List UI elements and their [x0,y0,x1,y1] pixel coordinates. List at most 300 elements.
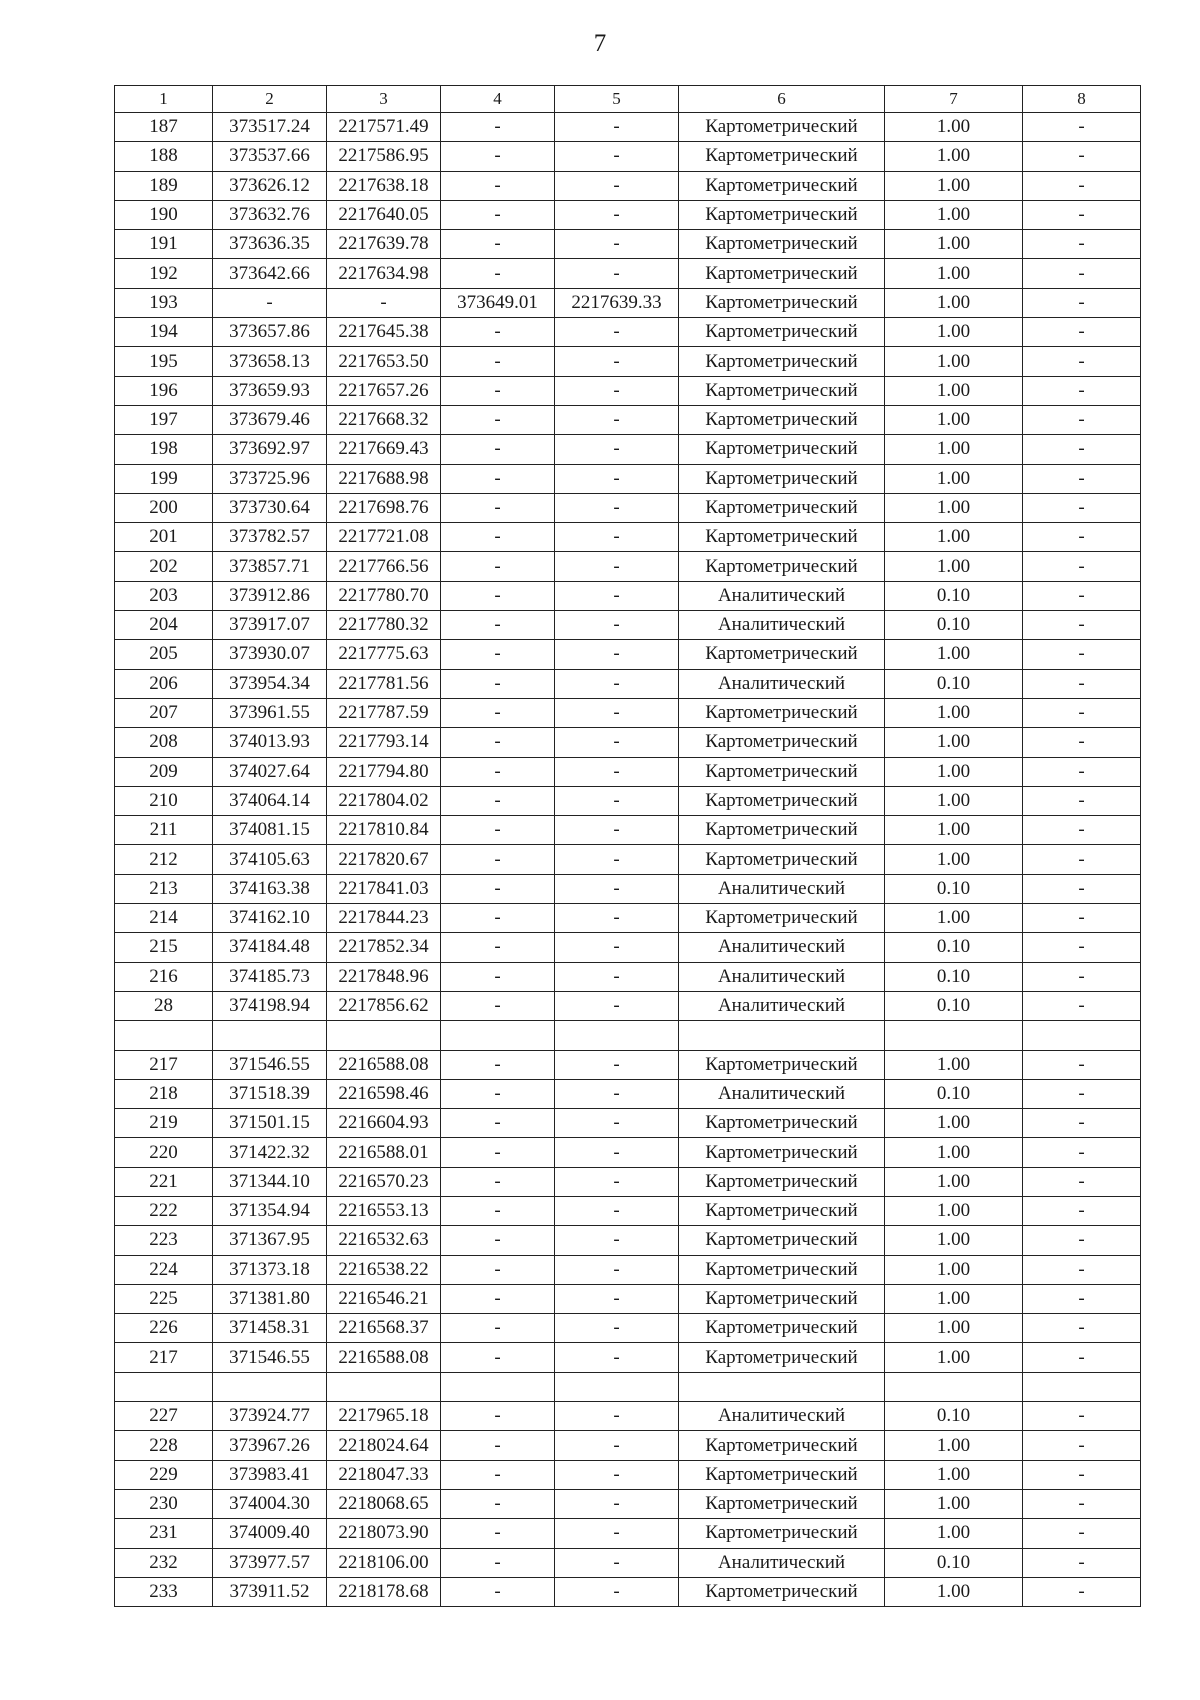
table-cell: - [441,318,555,347]
table-row [115,523,1141,552]
table-cell: 212 [115,845,213,874]
table-cell: - [555,845,679,874]
table-cell: 2216546.21 [327,1284,441,1313]
table-cell: 1.00 [885,757,1023,786]
table-cell: - [1023,845,1141,874]
table-cell [885,1021,1023,1050]
table-cell: - [555,904,679,933]
table-cell: - [1023,523,1141,552]
table-cell: - [555,347,679,376]
table-cell: 2217586.95 [327,142,441,171]
table-cell: 2216598.46 [327,1079,441,1108]
table-cell: - [555,171,679,200]
table-cell: - [441,1548,555,1577]
table-cell: Картометрический [679,1138,885,1167]
table-cell: 2217698.76 [327,493,441,522]
table-row [115,845,1141,874]
table-cell: - [1023,669,1141,698]
table-cell: - [1023,230,1141,259]
table-cell: - [555,581,679,610]
table-cell: 1.00 [885,435,1023,464]
table-cell: 201 [115,523,213,552]
table-cell: 2218024.64 [327,1431,441,1460]
table-cell: 2217787.59 [327,698,441,727]
table-cell: 374162.10 [213,904,327,933]
table-cell: - [555,816,679,845]
table-cell: Картометрический [679,728,885,757]
table-cell: 373517.24 [213,113,327,142]
table-cell: - [441,640,555,669]
table-cell: - [555,523,679,552]
table-cell: 2217653.50 [327,347,441,376]
table-row [115,1489,1141,1518]
table-cell: - [1023,1226,1141,1255]
table-cell: 227 [115,1402,213,1431]
table-cell: 0.10 [885,669,1023,698]
table-cell: 373911.52 [213,1577,327,1606]
table-cell: Картометрический [679,1255,885,1284]
table-cell: 2217645.38 [327,318,441,347]
table-cell: 374185.73 [213,962,327,991]
table-cell: - [327,288,441,317]
table-cell: 218 [115,1079,213,1108]
table-cell: 1.00 [885,1226,1023,1255]
table-cell: 2217804.02 [327,786,441,815]
table-cell: - [1023,1167,1141,1196]
table-cell: 217 [115,1343,213,1372]
table-cell: - [441,230,555,259]
table-cell: 373930.07 [213,640,327,669]
table-cell: Картометрический [679,786,885,815]
table-cell: Картометрический [679,318,885,347]
table-cell: - [441,1079,555,1108]
table-cell: 1.00 [885,1255,1023,1284]
table-cell: 219 [115,1109,213,1138]
table-row [115,200,1141,229]
table-cell: - [441,347,555,376]
table-cell: 2217638.18 [327,171,441,200]
table-row [115,1196,1141,1225]
table-cell: 1.00 [885,405,1023,434]
table-cell: - [441,1489,555,1518]
table-cell: 1.00 [885,1460,1023,1489]
table-row [115,1138,1141,1167]
table-cell: 2217639.33 [555,288,679,317]
table-header-row [115,86,1141,113]
table-cell: - [555,1343,679,1372]
table-cell: - [441,1167,555,1196]
table-cell: Аналитический [679,874,885,903]
table-cell: 2216588.01 [327,1138,441,1167]
table-cell: Картометрический [679,493,885,522]
table-cell: Картометрический [679,376,885,405]
table-cell: 195 [115,347,213,376]
table-cell: 371367.95 [213,1226,327,1255]
table-cell: - [441,142,555,171]
table-cell: 1.00 [885,259,1023,288]
table-cell: - [555,698,679,727]
table-cell: - [555,933,679,962]
table-cell: - [441,1226,555,1255]
table-cell: - [1023,1284,1141,1313]
table-cell: - [555,640,679,669]
table-cell: 373632.76 [213,200,327,229]
table-cell: 194 [115,318,213,347]
table-cell: 207 [115,698,213,727]
table-cell: 374163.38 [213,874,327,903]
coordinates-table [114,85,1141,1607]
table-cell: Картометрический [679,1431,885,1460]
table-cell: 196 [115,376,213,405]
table-cell: 374009.40 [213,1519,327,1548]
table-cell: 1.00 [885,493,1023,522]
table-cell: - [1023,786,1141,815]
table-cell: - [1023,318,1141,347]
table-cell: 222 [115,1196,213,1225]
table-row [115,1343,1141,1372]
table-cell [1023,1372,1141,1401]
table-cell: Картометрический [679,259,885,288]
table-cell: 374027.64 [213,757,327,786]
table-cell: 1.00 [885,1577,1023,1606]
table-cell: 373967.26 [213,1431,327,1460]
table-cell: Картометрический [679,1519,885,1548]
table-row [115,1109,1141,1138]
table-cell: - [1023,171,1141,200]
table-cell: 190 [115,200,213,229]
table-cell: - [441,1109,555,1138]
table-cell: - [555,200,679,229]
table-cell: - [1023,1519,1141,1548]
table-row [115,991,1141,1020]
table-cell: - [441,464,555,493]
table-cell: 0.10 [885,962,1023,991]
table-row [115,962,1141,991]
table-row [115,1314,1141,1343]
table-cell: - [555,376,679,405]
table-cell: Картометрический [679,1343,885,1372]
table-cell: - [441,113,555,142]
table-cell: 2217820.67 [327,845,441,874]
table-cell: Аналитический [679,581,885,610]
table-cell: 208 [115,728,213,757]
table-cell: Картометрический [679,904,885,933]
table-cell: 371373.18 [213,1255,327,1284]
column-header: 6 [679,86,885,113]
table-cell: - [1023,142,1141,171]
table-cell: - [441,757,555,786]
table-cell: 373642.66 [213,259,327,288]
table-row [115,1284,1141,1313]
table-cell: 2218178.68 [327,1577,441,1606]
table-cell: Картометрический [679,1284,885,1313]
table-cell: 2216570.23 [327,1167,441,1196]
table-cell: - [1023,874,1141,903]
table-row [115,728,1141,757]
table-cell: - [1023,698,1141,727]
table-cell: 0.10 [885,1079,1023,1108]
table-cell: - [1023,259,1141,288]
table-cell: 2217775.63 [327,640,441,669]
table-cell: 1.00 [885,816,1023,845]
table-cell: 203 [115,581,213,610]
table-cell: 2217668.32 [327,405,441,434]
table-cell: 2217793.14 [327,728,441,757]
table-cell: 2217781.56 [327,669,441,698]
table-cell: - [555,669,679,698]
table-cell: 1.00 [885,376,1023,405]
table-cell: - [1023,757,1141,786]
table-row [115,1021,1141,1050]
table-cell: - [555,1050,679,1079]
table-cell: Картометрический [679,405,885,434]
page-number: 7 [593,30,607,57]
table-cell: 2217639.78 [327,230,441,259]
table-row [115,552,1141,581]
table-cell: - [555,1577,679,1606]
table-row [115,259,1141,288]
table-cell: 1.00 [885,1489,1023,1518]
table-cell: 1.00 [885,1431,1023,1460]
table-row [115,1372,1141,1401]
table-cell: - [1023,405,1141,434]
table-cell: 373657.86 [213,318,327,347]
table-cell: 217 [115,1050,213,1079]
table-cell: 198 [115,435,213,464]
table-row [115,933,1141,962]
table-cell: - [441,1577,555,1606]
table-cell: 1.00 [885,786,1023,815]
column-header: 3 [327,86,441,113]
table-cell: 373649.01 [441,288,555,317]
table-cell: Картометрический [679,230,885,259]
table-cell: 0.10 [885,611,1023,640]
table-row [115,757,1141,786]
table-cell: 1.00 [885,347,1023,376]
table-cell: 1.00 [885,728,1023,757]
table-cell: 2216588.08 [327,1050,441,1079]
table-cell: Картометрический [679,142,885,171]
column-header: 8 [1023,86,1141,113]
table-cell: 2218068.65 [327,1489,441,1518]
table-cell: - [555,991,679,1020]
table-cell: 1.00 [885,1314,1023,1343]
table-cell: 189 [115,171,213,200]
table-cell: - [555,435,679,464]
table-cell [555,1372,679,1401]
table-cell: Аналитический [679,611,885,640]
table-cell: - [555,1460,679,1489]
table-cell: Аналитический [679,1402,885,1431]
table-cell: 1.00 [885,1343,1023,1372]
table-cell: 197 [115,405,213,434]
table-cell: 2216532.63 [327,1226,441,1255]
table-cell: - [441,1343,555,1372]
table-row [115,1226,1141,1255]
table-cell: 2217794.80 [327,757,441,786]
table-cell: - [555,1284,679,1313]
table-cell: 2217965.18 [327,1402,441,1431]
table-cell: - [555,728,679,757]
table-row [115,698,1141,727]
table-row [115,1167,1141,1196]
table-cell: - [1023,1196,1141,1225]
table-cell: 2217640.05 [327,200,441,229]
table-cell: 2216588.08 [327,1343,441,1372]
table-cell: - [1023,1050,1141,1079]
table-cell: 2218047.33 [327,1460,441,1489]
table-cell: - [441,1196,555,1225]
table-cell: - [441,611,555,640]
table-cell: - [1023,464,1141,493]
table-cell: 193 [115,288,213,317]
table-cell: 202 [115,552,213,581]
table-cell: 188 [115,142,213,171]
table-row [115,405,1141,434]
table-cell: Картометрический [679,200,885,229]
table-cell: - [441,904,555,933]
table-cell: 371518.39 [213,1079,327,1108]
table-row [115,376,1141,405]
table-cell: 0.10 [885,874,1023,903]
table-cell: - [555,1255,679,1284]
table-cell: 209 [115,757,213,786]
table-cell: 371501.15 [213,1109,327,1138]
table-cell: - [441,1519,555,1548]
table-cell: - [441,786,555,815]
table-cell: - [1023,904,1141,933]
table-cell: 1.00 [885,1519,1023,1548]
table-cell: 373961.55 [213,698,327,727]
table-cell: 2217780.32 [327,611,441,640]
table-cell: 211 [115,816,213,845]
table-cell: - [1023,581,1141,610]
table-cell: Картометрический [679,1050,885,1079]
table-cell: 2217669.43 [327,435,441,464]
column-header: 5 [555,86,679,113]
table-cell: Картометрический [679,1460,885,1489]
table-cell: Картометрический [679,1196,885,1225]
table-cell: 2217810.84 [327,816,441,845]
table-cell: - [441,171,555,200]
table-row [115,493,1141,522]
table-cell: Картометрический [679,347,885,376]
table-cell: - [1023,640,1141,669]
table-cell: 373924.77 [213,1402,327,1431]
table-cell: 1.00 [885,523,1023,552]
table-row [115,1519,1141,1548]
table-cell: 2216604.93 [327,1109,441,1138]
table-cell: - [555,1079,679,1108]
table-cell: - [1023,962,1141,991]
table-cell: 1.00 [885,698,1023,727]
table-cell: - [1023,728,1141,757]
table-cell: - [441,728,555,757]
table-cell: Картометрический [679,757,885,786]
table-cell: Картометрический [679,171,885,200]
table-cell: - [441,581,555,610]
table-cell: 221 [115,1167,213,1196]
table-cell: 0.10 [885,933,1023,962]
table-cell: - [1023,113,1141,142]
table-row [115,611,1141,640]
table-cell: - [1023,435,1141,464]
table-cell: 371344.10 [213,1167,327,1196]
table-cell: - [555,113,679,142]
table-cell: 373692.97 [213,435,327,464]
table-cell: 1.00 [885,171,1023,200]
table-cell: 1.00 [885,1284,1023,1313]
table-cell: 1.00 [885,904,1023,933]
table-row [115,904,1141,933]
table-cell: - [555,1196,679,1225]
table-cell: - [441,200,555,229]
table-cell: - [441,1314,555,1343]
table-cell: Картометрический [679,552,885,581]
table-cell: 371354.94 [213,1196,327,1225]
table-cell: 2217688.98 [327,464,441,493]
table-cell: 374081.15 [213,816,327,845]
table-row [115,1050,1141,1079]
table-cell: 2217634.98 [327,259,441,288]
column-header: 2 [213,86,327,113]
table-cell: 374198.94 [213,991,327,1020]
table-cell: - [1023,1079,1141,1108]
table-cell: 192 [115,259,213,288]
table-cell: Картометрический [679,113,885,142]
table-cell: 373636.35 [213,230,327,259]
table-cell: 213 [115,874,213,903]
table-cell: 0.10 [885,1402,1023,1431]
table-cell: - [555,786,679,815]
table-cell: - [441,669,555,698]
table-row [115,1255,1141,1284]
table-cell: 225 [115,1284,213,1313]
table-cell: 1.00 [885,1138,1023,1167]
table-cell: 371422.32 [213,1138,327,1167]
table-cell: - [555,1167,679,1196]
table-cell: 374105.63 [213,845,327,874]
table-cell: Картометрический [679,1226,885,1255]
table-cell: - [441,405,555,434]
table-row [115,288,1141,317]
table-cell: - [555,259,679,288]
table-cell: 1.00 [885,1050,1023,1079]
table-cell: - [441,552,555,581]
table-body [115,113,1141,1607]
table-row [115,816,1141,845]
table-cell: - [1023,1109,1141,1138]
table-cell: - [555,318,679,347]
table-cell: - [1023,376,1141,405]
table-row [115,1460,1141,1489]
table-row [115,1431,1141,1460]
table-cell: 216 [115,962,213,991]
table-cell [327,1021,441,1050]
table-cell: 374013.93 [213,728,327,757]
table-cell [679,1372,885,1401]
table-row [115,1548,1141,1577]
table-cell: - [555,230,679,259]
table-cell: - [1023,1577,1141,1606]
table-cell: - [1023,1343,1141,1372]
table-row [115,581,1141,610]
table-cell: 233 [115,1577,213,1606]
table-cell: 231 [115,1519,213,1548]
table-cell: 232 [115,1548,213,1577]
table-cell: 206 [115,669,213,698]
table-cell: - [441,376,555,405]
